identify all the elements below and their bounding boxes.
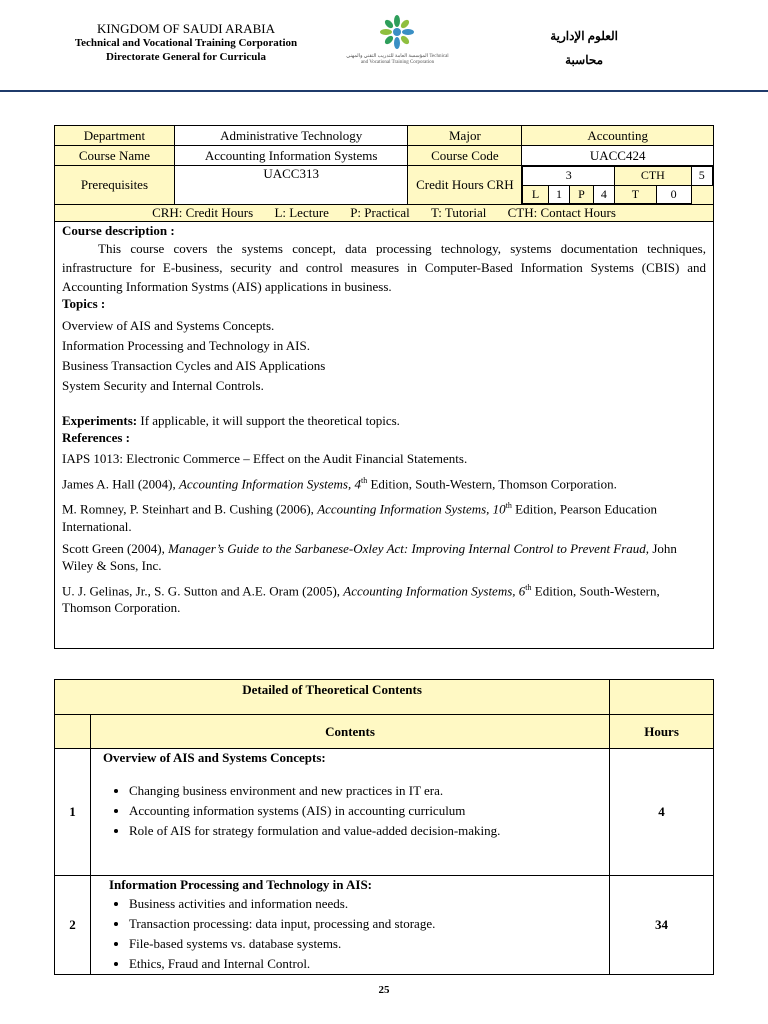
reference-title: Accounting Information Systems, 4	[178, 476, 361, 492]
t-label: T	[615, 185, 657, 204]
credit-hours-label: Credit Hours CRH	[408, 166, 522, 205]
tvtc-logo-icon	[345, 14, 450, 54]
major-label: Major	[408, 126, 522, 146]
legend-t: T: Tutorial	[431, 205, 487, 220]
reference-publisher: Edition, South-Western, Thomson Corporation.	[62, 582, 660, 615]
reference-author: James A. Hall (2004),	[62, 476, 179, 492]
row-items	[109, 894, 605, 974]
prerequisites-label: Prerequisites	[55, 166, 175, 205]
row-contents	[90, 749, 609, 876]
reference-author: U. J. Gelinas, Jr., S. G. Sutton and A.E. Oram (2005),	[62, 582, 344, 598]
course-code-value: UACC424	[522, 146, 714, 166]
course-code-label: Course Code	[408, 146, 522, 166]
reference-title: Manager’s Guide to the Sarbanese-Oxley Act: Improving Internal Control to Prevent Fraud,	[168, 540, 650, 556]
reference-author: M. Romney, P. Steinhart and B. Cushing (2006),	[62, 501, 318, 517]
reference-publisher: Edition, Pearson Education International.	[62, 501, 658, 534]
reference-sup: th	[360, 476, 368, 485]
list-item: • Transaction processing: data input, processing and storage.	[129, 914, 605, 934]
references-list	[55, 450, 713, 616]
reference-title: Accounting Information Systems, 6	[343, 582, 526, 598]
topic-item: Information Processing and Technology in AIS.	[62, 338, 310, 353]
experiments-text: If applicable, it will support the theoretical topics.	[137, 413, 400, 428]
reference-item	[62, 497, 706, 534]
header-divider	[0, 90, 768, 92]
theoretical-contents-table	[54, 679, 714, 975]
reference-item	[62, 579, 706, 616]
course-name-value: Accounting Information Systems	[174, 146, 408, 166]
course-name-label: Course Name	[55, 146, 175, 166]
course-description-box	[54, 222, 714, 649]
reference-item	[62, 472, 706, 492]
experiments-label: Experiments:	[62, 413, 138, 428]
row-contents	[90, 876, 609, 975]
contents-title: Detailed of Theoretical Contents	[55, 680, 610, 715]
prerequisites-value: UACC313	[174, 166, 408, 205]
department-label: Department	[55, 126, 175, 146]
legend-p: P: Practical	[350, 205, 410, 220]
cth-label: CTH	[615, 167, 691, 186]
arabic-major: محاسبة	[565, 53, 604, 67]
table-row	[55, 876, 714, 975]
abbreviation-legend	[55, 205, 714, 222]
list-item: • File-based systems vs. database systems.	[129, 934, 605, 954]
department-value: Administrative Technology	[174, 126, 408, 146]
reference-publisher: Edition, South-Western, Thomson Corporation.	[367, 476, 617, 492]
directorate-title: Directorate General for Curricula	[106, 51, 266, 63]
major-value: Accounting	[522, 126, 714, 146]
topics-list	[55, 316, 713, 396]
header-left	[50, 22, 322, 64]
country-title: KINGDOM OF SAUDI ARABIA	[96, 21, 276, 36]
reference-publisher: John Wiley & Sons, Inc.	[62, 540, 677, 573]
reference-sup: th	[525, 582, 532, 592]
list-item: • Ethics, Fraud and Internal Control.	[129, 954, 605, 974]
row-hours: 34	[610, 876, 714, 975]
list-item: • Role of AIS for strategy formulation and value-added decision-making.	[129, 821, 605, 841]
list-item: • Accounting information systems (AIS) in accounting curriculum	[129, 801, 605, 821]
contents-header: Contents	[90, 715, 609, 749]
legend-cth: CTH: Contact Hours	[507, 205, 616, 220]
tvtc-logo	[345, 14, 450, 70]
reference-author: Scott Green (2004),	[62, 540, 169, 556]
course-description-heading: Course description :	[62, 223, 175, 238]
row-number: 2	[55, 876, 91, 975]
course-description-text: This course covers the systems concept, data processing technology, systems documentation techniques, infrastructure for E-business, security and control measures in Computer-Based Information Systems (CBIS) and Accounting Information Systms (AIS) applications in business.	[62, 241, 706, 294]
topics-heading: Topics :	[62, 296, 106, 311]
reference-title: Accounting Information Systems, 10	[317, 501, 506, 517]
hours-header: Hours	[610, 715, 714, 749]
reference-sup: th	[505, 501, 512, 511]
p-value: 4	[593, 185, 614, 204]
list-item: • Changing business environment and new practices in IT era.	[129, 781, 605, 801]
legend-l: L: Lecture	[274, 205, 329, 220]
page-number: 25	[378, 984, 390, 996]
logo-caption: المؤسسة العامة للتدريب التقني والمهني Technical and Vocational Training Corporation	[346, 54, 449, 65]
header-right	[550, 24, 618, 72]
course-info-table	[54, 125, 714, 222]
reference-item: IAPS 1013: Electronic Commerce – Effect on the Audit Financial Statements.	[62, 451, 468, 466]
legend-crh: CRH: Credit Hours	[152, 205, 254, 220]
p-label: P	[570, 185, 594, 204]
l-label: L	[523, 185, 549, 204]
experiments-line	[62, 411, 713, 430]
row-heading: Information Processing and Technology in AIS:	[108, 877, 372, 892]
row-heading: Overview of AIS and Systems Concepts:	[102, 750, 326, 765]
row-number: 1	[55, 749, 91, 876]
credit-hours-value: 3	[523, 167, 615, 186]
t-value: 0	[656, 185, 691, 204]
hours-breakdown	[522, 166, 714, 205]
references-heading: References :	[62, 430, 130, 445]
topic-item: Business Transaction Cycles and AIS Applications	[62, 358, 326, 373]
l-value: 1	[548, 185, 569, 204]
table-row	[55, 749, 714, 876]
topic-item: System Security and Internal Controls.	[62, 378, 264, 393]
reference-item	[62, 540, 706, 574]
row-items	[103, 781, 605, 841]
organization-title: Technical and Vocational Training Corporation	[74, 37, 298, 49]
row-hours: 4	[610, 749, 714, 876]
list-item: • Business activities and information needs.	[129, 894, 605, 914]
topic-item: Overview of AIS and Systems Concepts.	[62, 318, 275, 333]
cth-value: 5	[691, 167, 712, 186]
arabic-dept: العلوم الإدارية	[550, 29, 618, 43]
